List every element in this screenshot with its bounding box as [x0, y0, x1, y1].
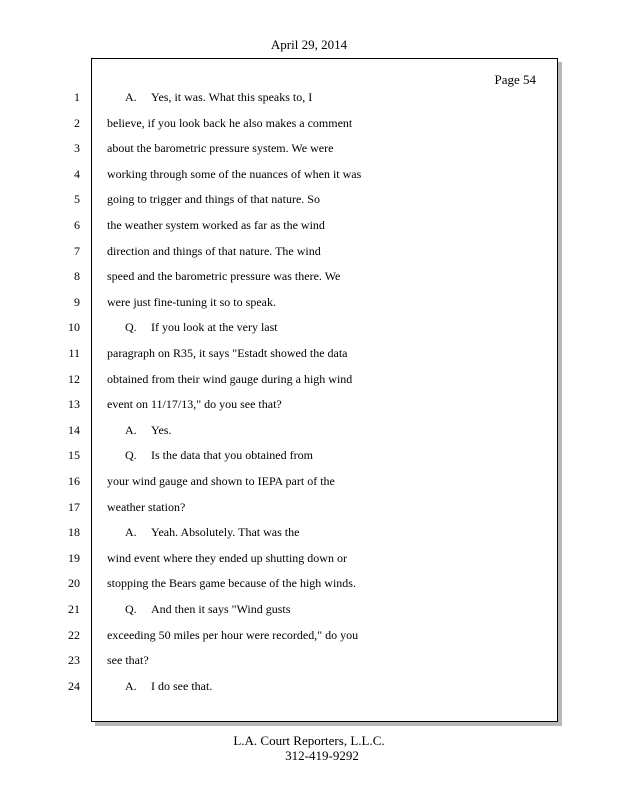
line-number: 24: [68, 678, 80, 693]
testimony-line: [107, 397, 282, 412]
line-number: 22: [68, 627, 80, 642]
testimony-text: speed and the barometric pressure was there. We: [107, 269, 341, 284]
speaker-label: Q.: [125, 602, 137, 616]
speaker-label: A.: [125, 525, 137, 540]
line-number: 18: [68, 525, 80, 540]
line-number: 19: [68, 550, 80, 565]
line-number: 3: [74, 141, 80, 156]
testimony-line: [107, 448, 313, 463]
testimony-line: [107, 474, 335, 489]
testimony-line: [107, 628, 358, 643]
line-number: 4: [74, 166, 80, 181]
testimony-line: [107, 192, 320, 207]
testimony-text: working through some of the nuances of when it was: [107, 166, 362, 181]
testimony-line: [107, 244, 321, 259]
testimony-line: [107, 576, 356, 591]
testimony-line: [107, 218, 325, 233]
line-number: 16: [68, 474, 80, 488]
speaker-label: Q.: [125, 320, 137, 335]
testimony-text: paragraph on R35, it says "Estadt showed the data: [107, 346, 348, 360]
testimony-text: wind event where they ended up shutting down or: [107, 550, 347, 565]
line-number: 2: [74, 115, 80, 130]
line-number: 6: [74, 218, 80, 232]
testimony-line: [107, 141, 333, 156]
testimony-text: And then it says "Wind gusts: [151, 602, 291, 616]
testimony-line: [107, 602, 290, 617]
line-number: 13: [68, 397, 80, 412]
transcript-date: April 29, 2014: [270, 37, 348, 52]
testimony-line: [107, 269, 340, 284]
page-number: Page 54: [494, 72, 536, 87]
speaker-label: A.: [125, 422, 137, 437]
testimony-text: your wind gauge and shown to IEPA part of the: [107, 474, 335, 488]
testimony-text: were just fine-tuning it so to speak.: [107, 294, 276, 309]
testimony-text: going to trigger and things of that nature. So: [107, 192, 320, 207]
line-number: 17: [68, 499, 80, 514]
testimony-text: exceeding 50 miles per hour were recorded," do you: [107, 627, 359, 642]
testimony-text: weather station?: [107, 499, 186, 514]
testimony-text: Yeah. Absolutely. That was the: [151, 525, 300, 540]
testimony-line: [107, 90, 312, 105]
testimony-line: [107, 320, 278, 335]
line-number: 11: [68, 346, 80, 360]
testimony-text: Is the data that you obtained from: [151, 448, 313, 463]
testimony-line: [107, 525, 299, 540]
testimony-text: obtained from their wind gauge during a high wind: [107, 371, 353, 386]
testimony-text: see that?: [107, 653, 149, 668]
testimony-text: event on 11/17/13," do you see that?: [107, 397, 282, 412]
testimony-text: Yes, it was. What this speaks to, I: [151, 90, 313, 104]
line-number: 14: [68, 422, 80, 437]
testimony-text: I do see that.: [151, 678, 213, 693]
line-number: 15: [68, 448, 80, 463]
line-number: 1: [74, 90, 80, 104]
testimony-text: about the barometric pressure system. We were: [107, 141, 334, 156]
testimony-line: [107, 653, 149, 668]
line-number: 5: [74, 192, 80, 207]
speaker-label: A.: [125, 678, 137, 693]
line-number: 21: [68, 602, 80, 616]
line-number: 7: [74, 243, 80, 258]
testimony-text: Yes.: [151, 422, 172, 437]
testimony-text: believe, if you look back he also makes a comment: [107, 115, 353, 130]
testimony-line: [107, 423, 171, 438]
speaker-label: A.: [125, 90, 137, 104]
transcript-page: [91, 58, 558, 722]
testimony-line: [107, 346, 348, 361]
line-number: 12: [68, 371, 80, 386]
testimony-line: [107, 167, 361, 182]
testimony-text: direction and things of that nature. The wind: [107, 243, 321, 258]
line-number: 23: [68, 653, 80, 668]
testimony-line: [107, 679, 212, 694]
court-reporter-name: L.A. Court Reporters, L.L.C.: [233, 733, 385, 748]
line-number: 10: [68, 320, 80, 335]
line-number: 20: [68, 576, 80, 591]
testimony-line: [107, 551, 347, 566]
line-number: 9: [74, 294, 80, 309]
testimony-text: If you look at the very last: [151, 320, 278, 335]
testimony-line: [107, 116, 352, 131]
testimony-text: stopping the Bears game because of the high winds.: [107, 576, 356, 591]
speaker-label: Q.: [125, 448, 137, 463]
testimony-line: [107, 372, 352, 387]
testimony-line: [107, 500, 185, 515]
testimony-line: [107, 295, 276, 310]
line-number: 8: [74, 269, 80, 284]
court-reporter-phone: 312-419-9292: [285, 748, 359, 763]
testimony-text: the weather system worked as far as the wind: [107, 218, 325, 232]
